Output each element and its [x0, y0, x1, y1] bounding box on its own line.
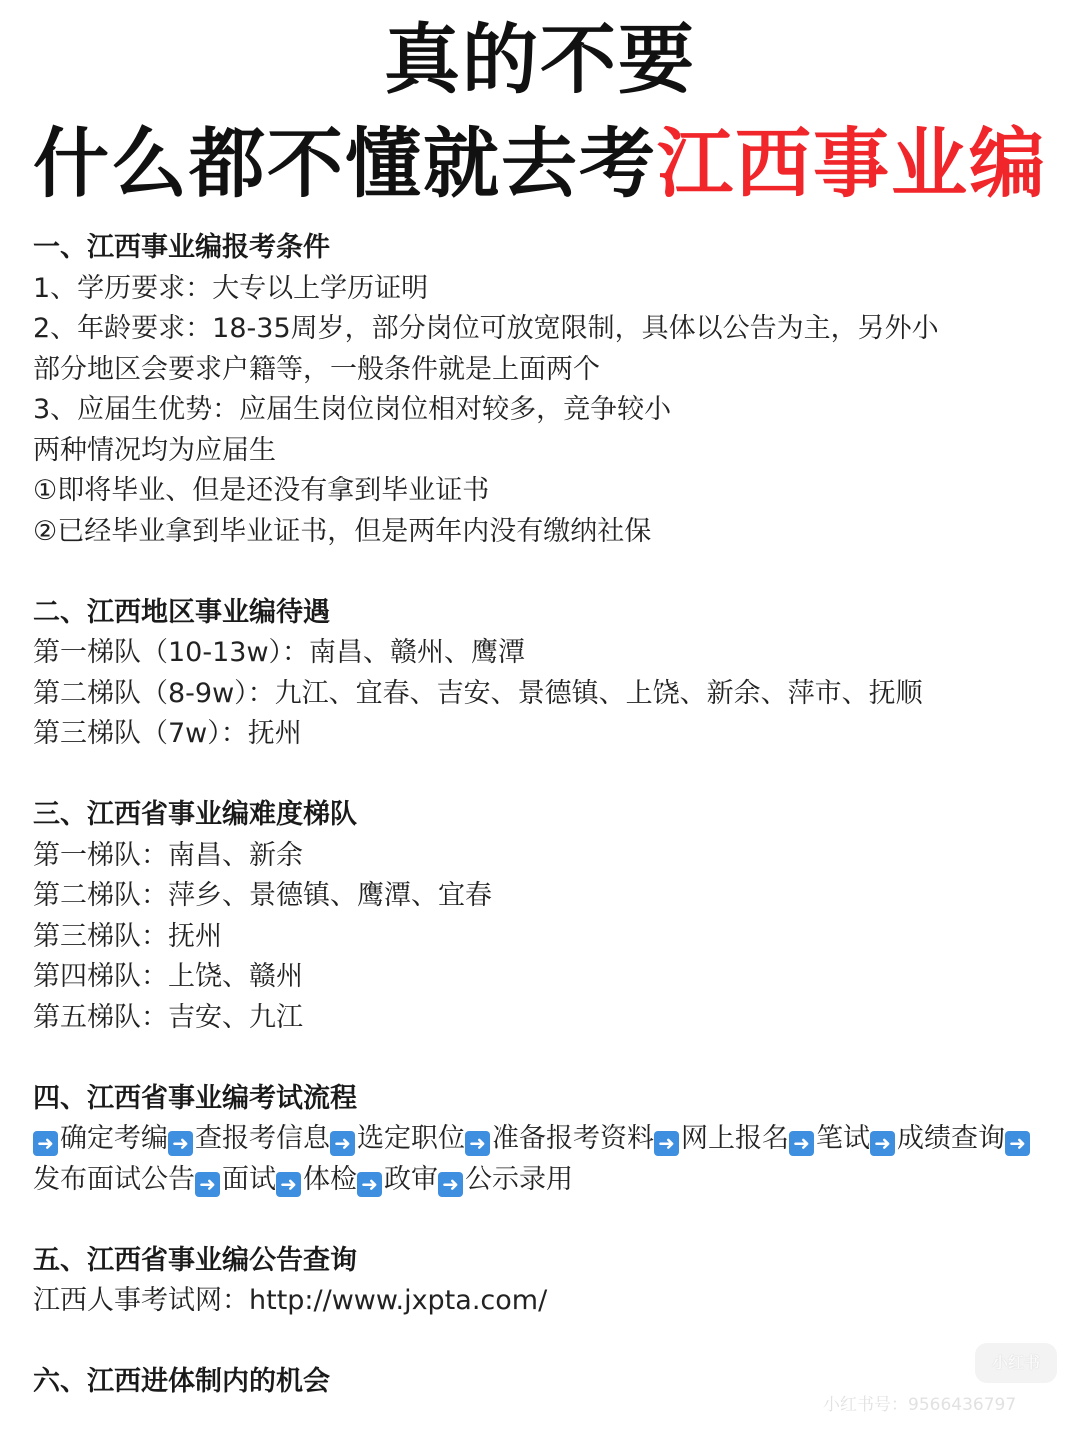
process-step: 政审 [384, 1163, 438, 1195]
text-line: 第三梯队：抚州 [33, 920, 222, 952]
page-title-line-2 [0, 118, 1080, 210]
text-line: 3、应届生优势：应届生岗位岗位相对较多，竞争较小 [33, 394, 672, 425]
section-heading: 五、江西省事业编公告查询 [33, 1244, 357, 1276]
page-title-red-part: 江西事业编 [657, 119, 1047, 208]
text-line: 部分地区会要求户籍等，一般条件就是上面两个 [33, 353, 600, 385]
watermark-id: 小红书号：9566436797 [823, 1395, 1017, 1415]
right-arrow-icon: ➜ [195, 1172, 220, 1197]
process-step: 准备报考资料 [492, 1123, 654, 1154]
section-announcement [33, 1241, 1043, 1322]
right-arrow-icon: ➜ [438, 1172, 463, 1197]
right-arrow-icon: ➜ [870, 1131, 895, 1156]
process-step: 选定职位 [357, 1123, 465, 1154]
process-flow [33, 1119, 1033, 1200]
section-difficulty [33, 795, 1043, 1038]
right-arrow-icon: ➜ [168, 1131, 193, 1156]
right-arrow-icon: ➜ [276, 1172, 301, 1197]
section-salary [33, 593, 1043, 755]
right-arrow-icon: ➜ [33, 1131, 58, 1156]
text-line: 第一梯队（10-13w）：南昌、赣州、鹰潭 [33, 637, 526, 668]
section-process [33, 1079, 1043, 1201]
process-step: 公示录用 [465, 1163, 573, 1195]
text-line: 2、年龄要求：18-35周岁，部分岗位可放宽限制，具体以公告为主，另外小 [33, 313, 939, 344]
process-step: 体检 [303, 1163, 357, 1195]
text-line: 第一梯队：南昌、新余 [33, 839, 303, 871]
page-title-line-1: 真的不要 [384, 15, 696, 104]
text-line: 第四梯队：上饶、赣州 [33, 961, 303, 992]
right-arrow-icon: ➜ [789, 1131, 814, 1156]
section-heading: 三、江西省事业编难度梯队 [33, 799, 357, 830]
page-title-black-part: 什么都不懂就去考 [33, 119, 657, 208]
text-line: 两种情况均为应届生 [33, 434, 276, 466]
section-heading: 六、江西进体制内的机会 [33, 1366, 330, 1397]
process-step: 确定考编 [60, 1123, 168, 1154]
section-heading: 一、江西事业编报考条件 [33, 232, 330, 263]
text-line: 第五梯队：吉安、九江 [33, 1001, 303, 1033]
watermark-logo: 小红书 [975, 1343, 1057, 1383]
section-conditions [33, 228, 1043, 552]
process-step: 发布面试公告 [33, 1163, 195, 1195]
process-step: 面试 [222, 1163, 276, 1195]
right-arrow-icon: ➜ [330, 1131, 355, 1156]
process-step: 笔试 [816, 1123, 870, 1154]
section-heading: 二、江西地区事业编待遇 [33, 596, 330, 628]
process-step: 网上报名 [681, 1123, 789, 1154]
text-line: 第二梯队：萍乡、景德镇、鹰潭、宜春 [33, 880, 492, 911]
text-line: 第二梯队（8-9w）：九江、宜春、吉安、景德镇、上饶、新余、萍市、抚顺 [33, 677, 923, 709]
right-arrow-icon: ➜ [357, 1172, 382, 1197]
process-step: 查报考信息 [195, 1123, 330, 1154]
right-arrow-icon: ➜ [1005, 1131, 1030, 1156]
right-arrow-icon: ➜ [465, 1131, 490, 1156]
process-step: 成绩查询 [897, 1123, 1005, 1154]
article-body [33, 228, 1043, 1403]
right-arrow-icon: ➜ [654, 1131, 679, 1156]
text-line: ②已经毕业拿到毕业证书，但是两年内没有缴纳社保 [33, 515, 652, 547]
website-text: 江西人事考试网：http://www.jxpta.com/ [33, 1285, 548, 1316]
text-line: ①即将毕业、但是还没有拿到毕业证书 [33, 475, 490, 506]
section-heading: 四、江西省事业编考试流程 [33, 1082, 357, 1114]
text-line: 第三梯队（7w）：抚州 [33, 718, 302, 749]
text-line: 1、学历要求：大专以上学历证明 [33, 272, 429, 304]
